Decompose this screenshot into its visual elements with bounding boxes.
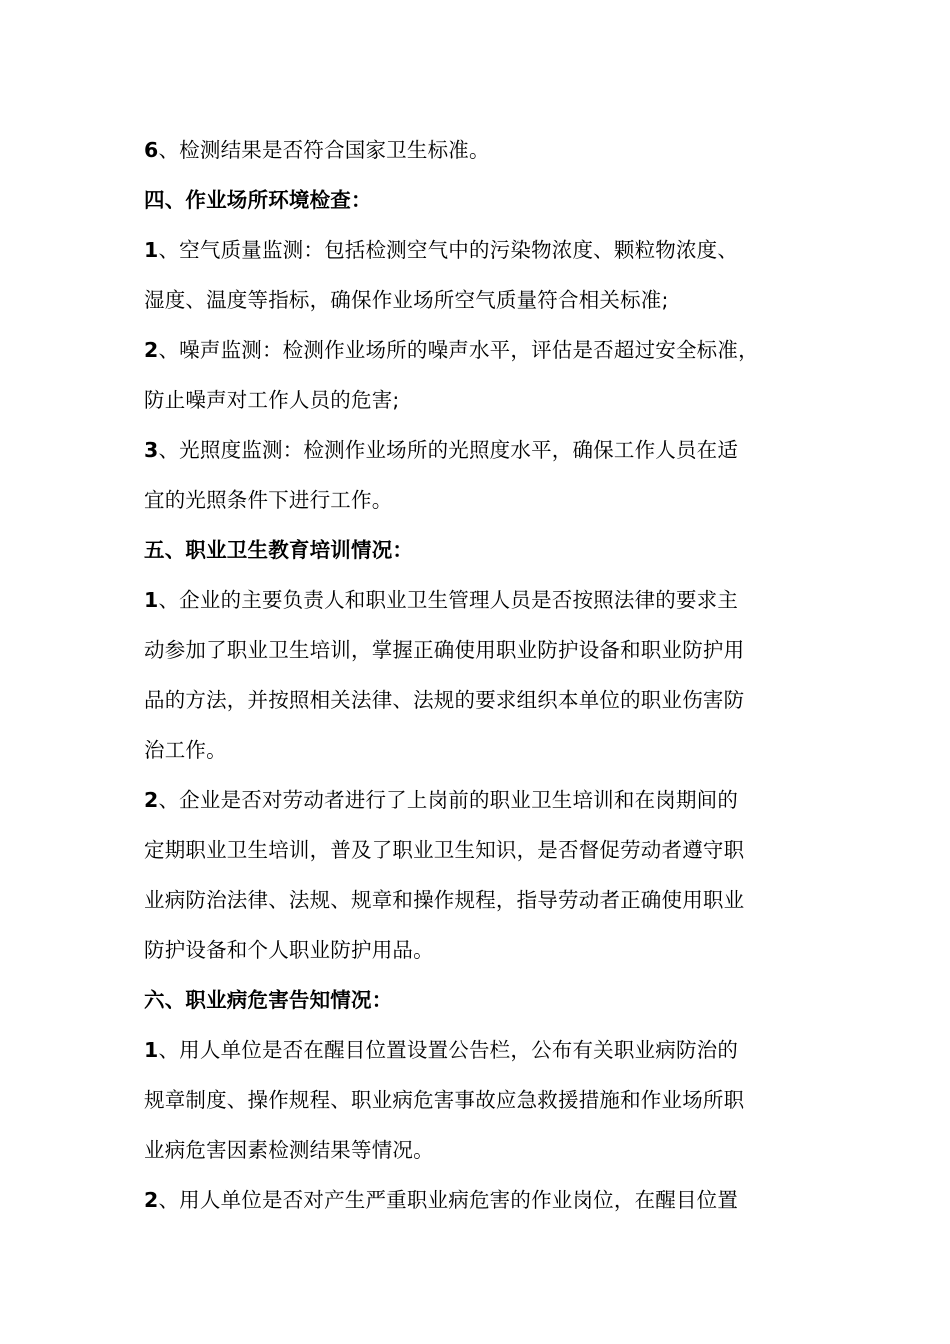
- document-line: [144, 875, 834, 925]
- line-text: 防护设备和个人职业防护用品。: [144, 938, 434, 962]
- line-text: 、企业的主要负责人和职业卫生管理人员是否按照法律的要求主: [158, 588, 739, 612]
- line-text: 、噪声监测：检测作业场所的噪声水平，评估是否超过安全标准，: [158, 338, 759, 362]
- document-line: [144, 125, 834, 175]
- document-line: [144, 375, 834, 425]
- section-heading: [144, 525, 834, 575]
- document-line: [144, 825, 834, 875]
- document-line: [144, 625, 834, 675]
- item-number: 2: [144, 338, 159, 362]
- line-text: 、用人单位是否对产生严重职业病危害的作业岗位，在醒目位置: [158, 1188, 739, 1212]
- document-line: [144, 925, 834, 975]
- line-text: 品的方法，并按照相关法律、法规的要求组织本单位的职业伤害防: [144, 688, 745, 712]
- document-line: [144, 275, 834, 325]
- line-text: 定期职业卫生培训，普及了职业卫生知识，是否督促劳动者遵守职: [144, 838, 745, 862]
- section-heading: [144, 975, 834, 1025]
- document-line: [144, 1025, 834, 1075]
- document-line: [144, 425, 834, 475]
- line-text: 动参加了职业卫生培训，掌握正确使用职业防护设备和职业防护用: [144, 638, 745, 662]
- item-number: 3: [144, 438, 159, 462]
- line-text: 防止噪声对工作人员的危害;: [144, 388, 400, 412]
- item-number: 6: [144, 138, 159, 162]
- document-line: [144, 1125, 834, 1175]
- item-number: 1: [144, 588, 159, 612]
- item-number: 1: [144, 1038, 159, 1062]
- line-text: 、企业是否对劳动者进行了上岗前的职业卫生培训和在岗期间的: [158, 788, 739, 812]
- line-text: 、空气质量监测：包括检测空气中的污染物浓度、颗粒物浓度、: [158, 238, 739, 262]
- document-line: [144, 1075, 834, 1125]
- line-text: 湿度、温度等指标，确保作业场所空气质量符合相关标准;: [144, 288, 669, 312]
- document-line: [144, 325, 834, 375]
- document-line: [144, 1175, 834, 1225]
- item-number: 2: [144, 1188, 159, 1212]
- document-line: [144, 775, 834, 825]
- document-line: [144, 475, 834, 525]
- heading-text: 四、作业场所环境检查：: [144, 188, 372, 212]
- line-text: 、用人单位是否在醒目位置设置公告栏，公布有关职业病防治的: [158, 1038, 739, 1062]
- heading-text: 五、职业卫生教育培训情况：: [144, 538, 414, 562]
- line-text: 规章制度、操作规程、职业病危害事故应急救援措施和作业场所职: [144, 1088, 745, 1112]
- line-text: 业病防治法律、法规、规章和操作规程，指导劳动者正确使用职业: [144, 888, 745, 912]
- line-text: 宜的光照条件下进行工作。: [144, 488, 393, 512]
- line-text: 治工作。: [144, 738, 227, 762]
- line-text: 业病危害因素检测结果等情况。: [144, 1138, 434, 1162]
- heading-text: 六、职业病危害告知情况：: [144, 988, 393, 1012]
- document-body: [144, 125, 834, 1225]
- line-text: 、光照度监测：检测作业场所的光照度水平，确保工作人员在适: [158, 438, 739, 462]
- item-number: 1: [144, 238, 159, 262]
- document-line: [144, 675, 834, 725]
- item-number: 2: [144, 788, 159, 812]
- document-line: [144, 725, 834, 775]
- document-line: [144, 225, 834, 275]
- document-line: [144, 575, 834, 625]
- line-text: 、检测结果是否符合国家卫生标准。: [158, 138, 490, 162]
- section-heading: [144, 175, 834, 225]
